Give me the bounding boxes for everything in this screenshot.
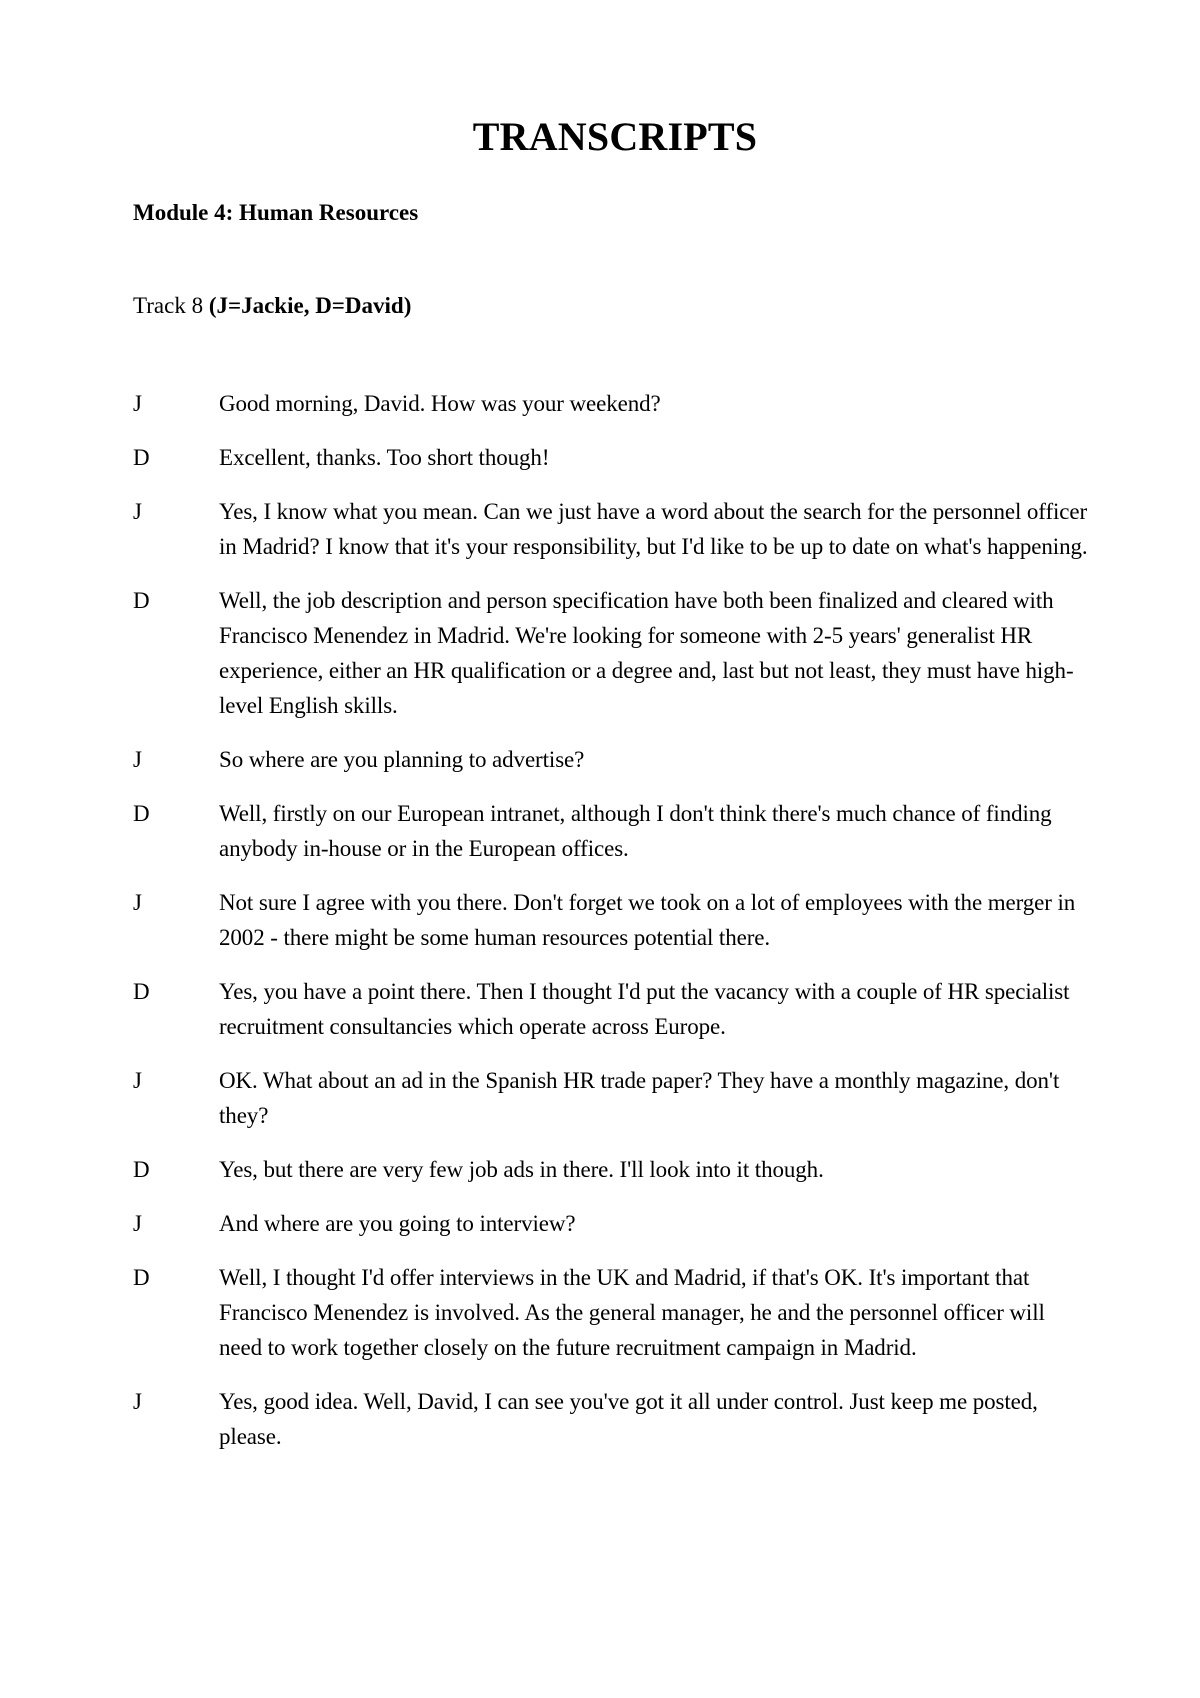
dialogue-text: Good morning, David. How was your weekend? — [219, 391, 661, 416]
speaker-label: D — [133, 979, 150, 1004]
speaker-label: D — [133, 801, 150, 826]
dialogue-line — [133, 742, 1093, 777]
document-title: TRANSCRIPTS — [472, 114, 758, 159]
dialogue-line — [133, 885, 1093, 955]
speaker-label: J — [133, 1068, 142, 1093]
track-heading — [133, 291, 411, 321]
track-speakers: (J=Jackie, D=David) — [208, 293, 412, 318]
dialogue-text: Excellent, thanks. Too short though! — [219, 445, 550, 470]
dialogue-line — [133, 494, 1093, 564]
dialogue-line — [133, 386, 1093, 421]
speaker-label: J — [133, 499, 142, 524]
dialogue-line — [133, 583, 1093, 723]
dialogue-list — [133, 386, 1093, 1473]
dialogue-text: Well, the job description and person specification have both been finalized and cleared with Francisco Menendez in Madrid. We're looking for someone with 2-5 years' generalist HR experience, either an HR qualification or a degree and, last but not least, they must have high-level English skills. — [219, 588, 1074, 718]
dialogue-line — [133, 1260, 1093, 1365]
track-label: Track 8 — [133, 293, 209, 318]
dialogue-text: Not sure I agree with you there. Don't forget we took on a lot of employees with the merger in 2002 - there might be some human resources potential there. — [219, 890, 1076, 950]
dialogue-line — [133, 1063, 1093, 1133]
speaker-label: J — [133, 391, 142, 416]
speaker-label: J — [133, 890, 142, 915]
speaker-label: D — [133, 588, 150, 613]
speaker-label: D — [133, 445, 150, 470]
speaker-label: J — [133, 1389, 142, 1414]
dialogue-text: Yes, you have a point there. Then I thought I'd put the vacancy with a couple of HR specialist recruitment consultancies which operate across Europe. — [219, 979, 1070, 1039]
speaker-label: D — [133, 1265, 150, 1290]
dialogue-text: Yes, good idea. Well, David, I can see you've got it all under control. Just keep me posted, please. — [219, 1389, 1038, 1449]
dialogue-line — [133, 440, 1093, 475]
dialogue-text: Well, I thought I'd offer interviews in the UK and Madrid, if that's OK. It's important that Francisco Menendez is involved. As the general manager, he and the personnel officer will need to work together closely on the future recruitment campaign in Madrid. — [219, 1265, 1045, 1360]
dialogue-text: Yes, but there are very few job ads in there. I'll look into it though. — [219, 1157, 824, 1182]
dialogue-line — [133, 1206, 1093, 1241]
dialogue-text: Well, firstly on our European intranet, although I don't think there's much chance of finding anybody in-house or in the European offices. — [219, 801, 1052, 861]
dialogue-line — [133, 796, 1093, 866]
speaker-label: J — [133, 1211, 142, 1236]
speaker-label: D — [133, 1157, 150, 1182]
module-heading: Module 4: Human Resources — [133, 200, 419, 225]
speaker-label: J — [133, 747, 142, 772]
dialogue-text: And where are you going to interview? — [219, 1211, 576, 1236]
dialogue-text: OK. What about an ad in the Spanish HR trade paper? They have a monthly magazine, don't they? — [219, 1068, 1060, 1128]
dialogue-line — [133, 1152, 1093, 1187]
dialogue-line — [133, 1384, 1093, 1454]
dialogue-line — [133, 974, 1093, 1044]
dialogue-text: So where are you planning to advertise? — [219, 747, 585, 772]
dialogue-text: Yes, I know what you mean. Can we just have a word about the search for the personnel officer in Madrid? I know that it's your responsibility, but I'd like to be up to date on what's happening. — [219, 499, 1088, 559]
